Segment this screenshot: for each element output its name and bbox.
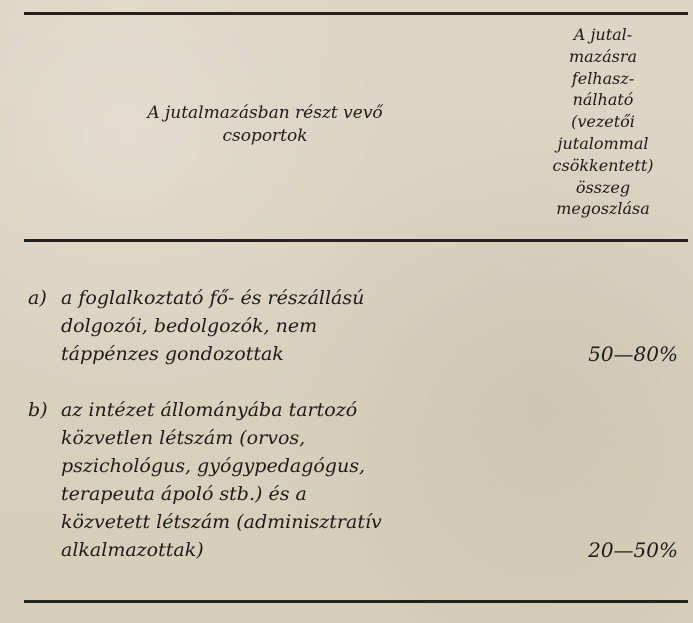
header-right-line-9: megoszlása [556,199,650,219]
row-b-line-3: pszichológus, gyógypedagógus, [61,455,365,477]
row-b-description [61,396,511,564]
header-right-cell [522,24,684,220]
row-a-line-3: táppénzes gondozottak [61,343,284,365]
header-divider-rule [24,239,688,242]
header-right-line-6: jutalommal [557,133,649,153]
header-right-line-2: mazásra [568,46,638,66]
header-right-line-1: A jutal- [573,25,633,44]
top-table-rule [24,12,688,15]
row-b-line-4: terapeuta ápoló stb.) és a [61,483,307,505]
header-right-line-7: csökkentett) [552,155,654,175]
bottom-table-rule [24,600,688,603]
header-right-line-5: (vezetői [571,112,635,132]
row-a-marker: a) [28,287,47,309]
header-right-line-8: összeg [575,177,631,197]
row-a-line-2: dolgozói, bedolgozók, nem [61,315,318,337]
header-left-line-1: A jutalmazásban részt vevő [147,103,383,123]
row-a-line-1: a foglalkoztató fő- és részállású [61,287,365,309]
row-b-line-6: alkalmazottak) [61,539,204,561]
row-b-line-1: az intézet állományába tartozó [61,399,358,421]
header-left-line-2: csoportok [222,126,308,146]
header-right-line-4: nálható [572,90,634,110]
header-right-line-3: felhasz- [571,68,635,88]
row-a-value: 50—80% [588,342,678,366]
row-a-description [61,284,511,368]
row-b-value: 20—50% [588,538,678,562]
header-left-cell [92,102,438,148]
row-b-marker: b) [28,399,48,421]
row-b-line-2: közvetlen létszám (orvos, [61,427,306,449]
row-b-line-5: közvetett létszám (adminisztratív [61,511,382,533]
